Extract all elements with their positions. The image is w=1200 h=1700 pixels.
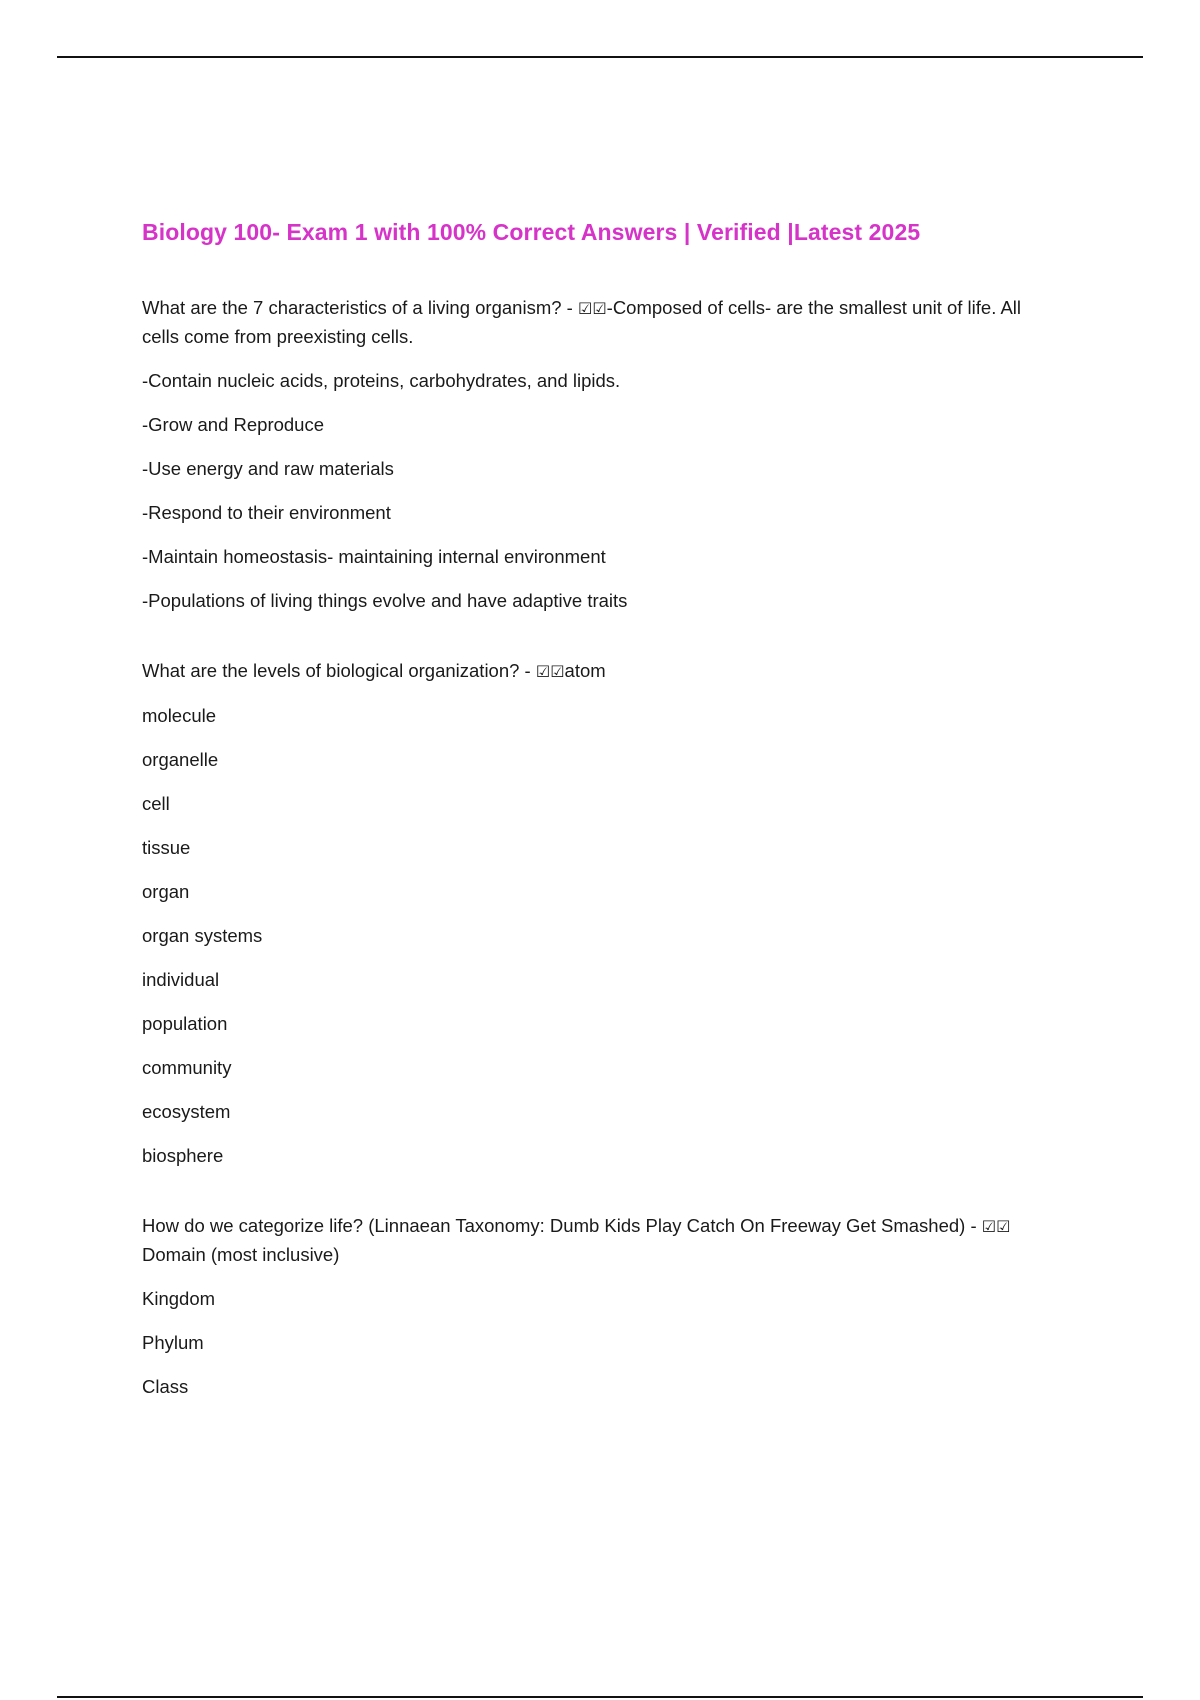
answer-line: -Use energy and raw materials — [142, 458, 394, 479]
answer-line: biosphere — [142, 1145, 224, 1166]
answer-line: -Contain nucleic acids, proteins, carbohydrates, and lipids. — [142, 370, 621, 391]
answer-line: Kingdom — [142, 1288, 216, 1309]
answer-line: organ systems — [142, 925, 263, 946]
answer-line: molecule — [142, 705, 217, 726]
question-label: What are the 7 characteristics of a living organism? - — [142, 297, 573, 318]
answer-line: -Respond to their environment — [142, 502, 391, 523]
answer-line: individual — [142, 969, 220, 990]
answer-line: ecosystem — [142, 1101, 231, 1122]
answer-line: -Grow and Reproduce — [142, 414, 325, 435]
answer-line: population — [142, 1013, 228, 1034]
answer-line: Phylum — [142, 1332, 204, 1353]
answer-first: Domain (most inclusive) — [142, 1244, 340, 1265]
question-text — [142, 1212, 1042, 1269]
check-icon: ☑☑ — [981, 1217, 1011, 1236]
question-section-2 — [142, 657, 1042, 1170]
top-rule — [57, 56, 1143, 58]
answer-line: Class — [142, 1376, 189, 1397]
question-section-3 — [142, 1212, 1042, 1401]
bottom-rule — [57, 1696, 1143, 1698]
document-body — [142, 212, 1042, 1443]
question-text — [142, 657, 1042, 686]
question-section-1 — [142, 294, 1042, 615]
check-icon: ☑☑ — [535, 662, 565, 681]
answer-line: tissue — [142, 837, 191, 858]
question-label: How do we categorize life? (Linnaean Taxonomy: Dumb Kids Play Catch On Freeway Get Smashed) - — [142, 1215, 977, 1236]
answer-line: cell — [142, 793, 170, 814]
check-icon: ☑☑ — [577, 299, 607, 318]
document-title: Biology 100- Exam 1 with 100% Correct Answers | Verified |Latest 2025 — [142, 219, 921, 245]
answer-line: organelle — [142, 749, 219, 770]
question-label: What are the levels of biological organization? - — [142, 660, 531, 681]
answer-line: community — [142, 1057, 232, 1078]
answer-line: organ — [142, 881, 190, 902]
answer-first: atom — [564, 660, 606, 681]
answer-first: -Composed of cells- are the smallest unit of life. All cells come from preexisting cells. — [142, 297, 1022, 347]
answer-line: -Maintain homeostasis- maintaining internal environment — [142, 546, 606, 567]
question-text — [142, 294, 1042, 351]
answer-line: -Populations of living things evolve and have adaptive traits — [142, 590, 628, 611]
